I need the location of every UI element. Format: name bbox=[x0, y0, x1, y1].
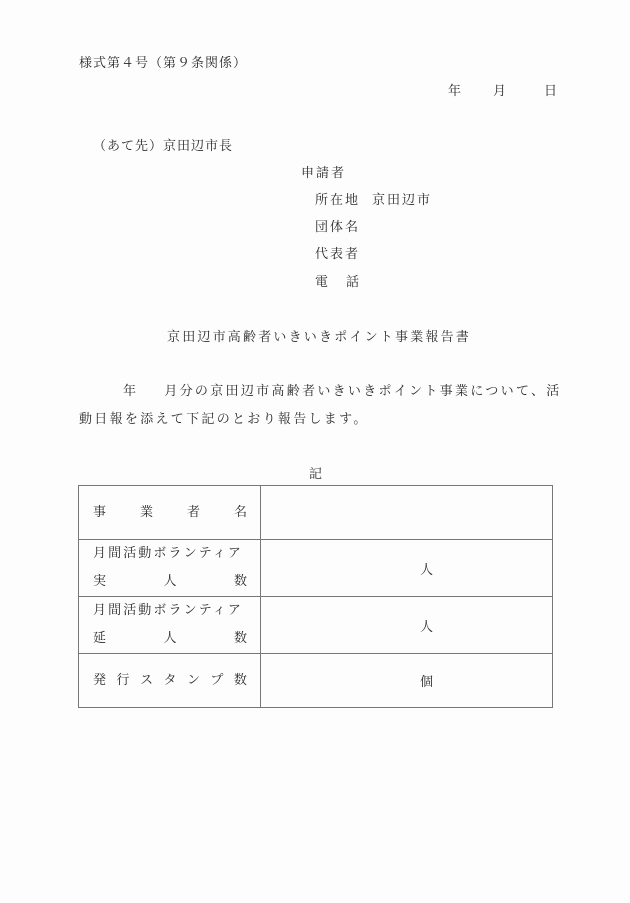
form-number: 様式第４号（第９条関係） bbox=[79, 56, 248, 71]
body-line-2: 動日報を添えて下記のとおり報告します。 bbox=[79, 412, 369, 427]
address-label: 所在地 bbox=[315, 193, 361, 208]
table-row-actual-volunteers bbox=[79, 540, 553, 597]
body-year-label: 年 bbox=[123, 384, 139, 399]
document-title: 京田辺市高齢者いきいきポイント事業報告書 bbox=[167, 330, 472, 345]
table-row-stamps-issued bbox=[79, 654, 553, 708]
date-month-label: 月 bbox=[493, 84, 507, 99]
report-table bbox=[78, 485, 553, 708]
phone-label: 電話 bbox=[315, 275, 378, 290]
body-line1-text: 月分の京田辺市高齢者いきいきポイント事業について、活 bbox=[164, 384, 562, 399]
applicant-representative-row bbox=[315, 243, 360, 262]
date-day-label: 日 bbox=[544, 84, 558, 99]
body-line-1 bbox=[123, 380, 562, 399]
stamps-issued-field[interactable] bbox=[261, 654, 553, 708]
actual-volunteers-label: 月間活動ボランティア 実 人 数 bbox=[79, 540, 261, 597]
total-volunteers-label: 月間活動ボランティア 延 人 数 bbox=[79, 597, 261, 654]
applicant-phone-row bbox=[315, 271, 377, 290]
business-name-field[interactable] bbox=[261, 486, 553, 540]
unit-people: 人 bbox=[419, 562, 433, 578]
applicant-group-row bbox=[315, 216, 360, 235]
address-value[interactable]: 京田辺市 bbox=[372, 193, 433, 208]
group-name-label: 団体名 bbox=[315, 220, 361, 235]
applicant-heading: 申請者 bbox=[301, 166, 347, 181]
date-line bbox=[448, 80, 557, 99]
unit-pieces: 個 bbox=[419, 675, 433, 690]
actual-volunteers-field[interactable] bbox=[261, 540, 553, 597]
table-row-business-name bbox=[79, 486, 553, 540]
ki-heading: 記 bbox=[309, 467, 323, 482]
addressee: （あて先）京田辺市長 bbox=[93, 139, 234, 154]
stamps-issued-label: 発 行 ス タ ン プ 数 bbox=[79, 654, 261, 708]
date-year-label: 年 bbox=[448, 84, 462, 99]
table-row-total-volunteers bbox=[79, 597, 553, 654]
representative-label: 代表者 bbox=[315, 247, 361, 262]
business-name-label: 事 業 者 名 bbox=[79, 486, 261, 540]
unit-people: 人 bbox=[419, 619, 433, 635]
applicant-address-row bbox=[315, 189, 432, 208]
total-volunteers-field[interactable] bbox=[261, 597, 553, 654]
